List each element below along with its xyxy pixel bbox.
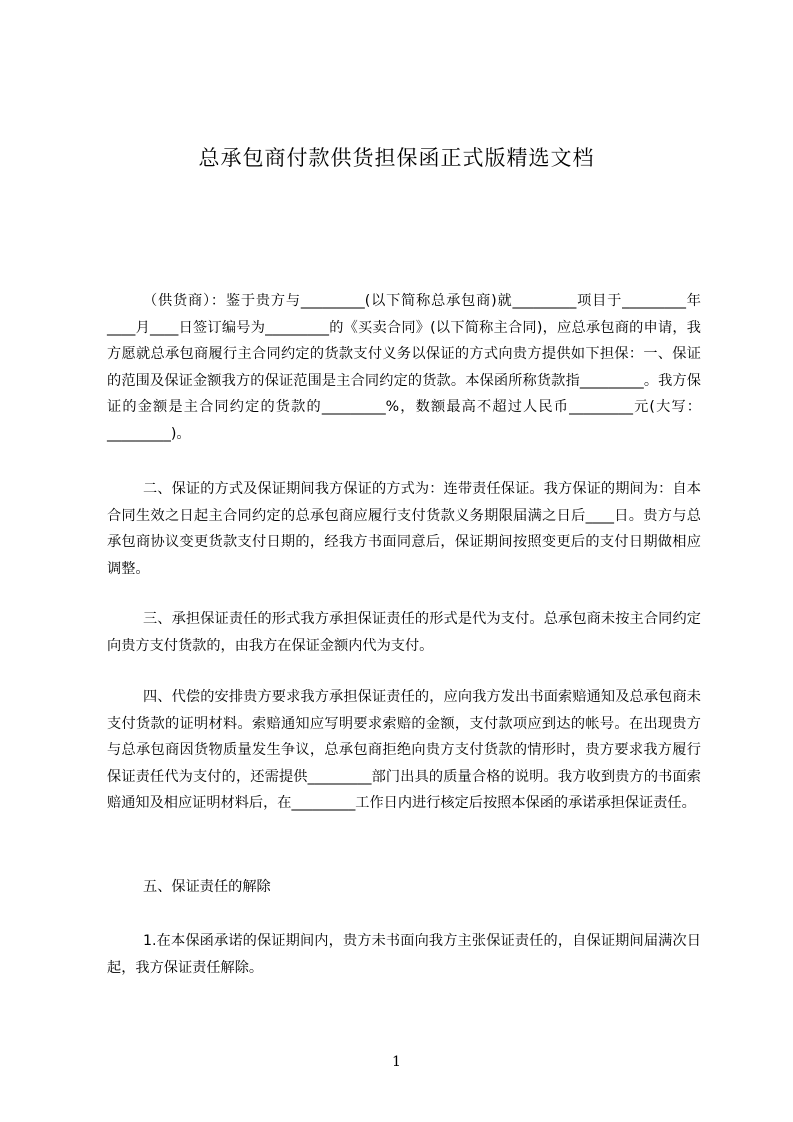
- section-heading-release: 五、保证责任的解除: [143, 879, 271, 895]
- page-number: 1: [392, 1054, 401, 1070]
- paragraph-release-1: 1.在本保函承诺的保证期间内，贵方未书面向我方主张保证责任的，自保证期间届满次日起，我方保证责任解除。: [107, 933, 701, 976]
- paragraph-compensation: 四、代偿的安排贵方要求我方承担保证责任的，应向我方发出书面索赔通知及总承包商未支付货款的证明材料。索赔通知应写明要求索赔的金额，支付款项应到达的帐号。在出现贵方与总承包商因货物质量发生争议，总承包商拒绝向贵方支付货款的情形时，贵方要求我方履行保证责任代为支付的，还需提供_________部门出具的质量合格的说明。我方收到贵方的书面索赔通知及相应证明材料后，在_________工作日内进行核定后按照本保函的承诺承担保证责任。: [107, 689, 701, 812]
- paragraph-intro: （供货商）：鉴于贵方与_________(以下简称总承包商)就_________项目于_________年____月____日签订编号为_________的《买卖合同》(以下简称主合同)，应总承包商的申请，我方愿就总承包商履行主合同约定的货款支付义务以保证的方式向贵方提供如下担保：一、保证的范围及保证金额我方的保证范围是主合同约定的货款。本保函所称货款指_________。我方保证的金额是主合同约定的货款的_________%，数额最高不超过人民币_________元(大写：_________)。: [107, 293, 701, 442]
- paragraph-guarantee-method: 二、保证的方式及保证期间我方保证的方式为：连带责任保证。我方保证的期间为：自本合同生效之日起主合同约定的总承包商应履行支付货款义务期限届满之日后____日。贵方与总承包商协议变更货款支付日期的，经我方书面同意后，保证期间按照变更后的支付日期做相应调整。: [107, 481, 701, 577]
- paragraph-guarantee-form: 三、承担保证责任的形式我方承担保证责任的形式是代为支付。总承包商未按主合同约定向贵方支付货款的，由我方在保证金额内代为支付。: [107, 611, 701, 654]
- page-title: 总承包商付款供货担保函正式版精选文档: [198, 146, 595, 170]
